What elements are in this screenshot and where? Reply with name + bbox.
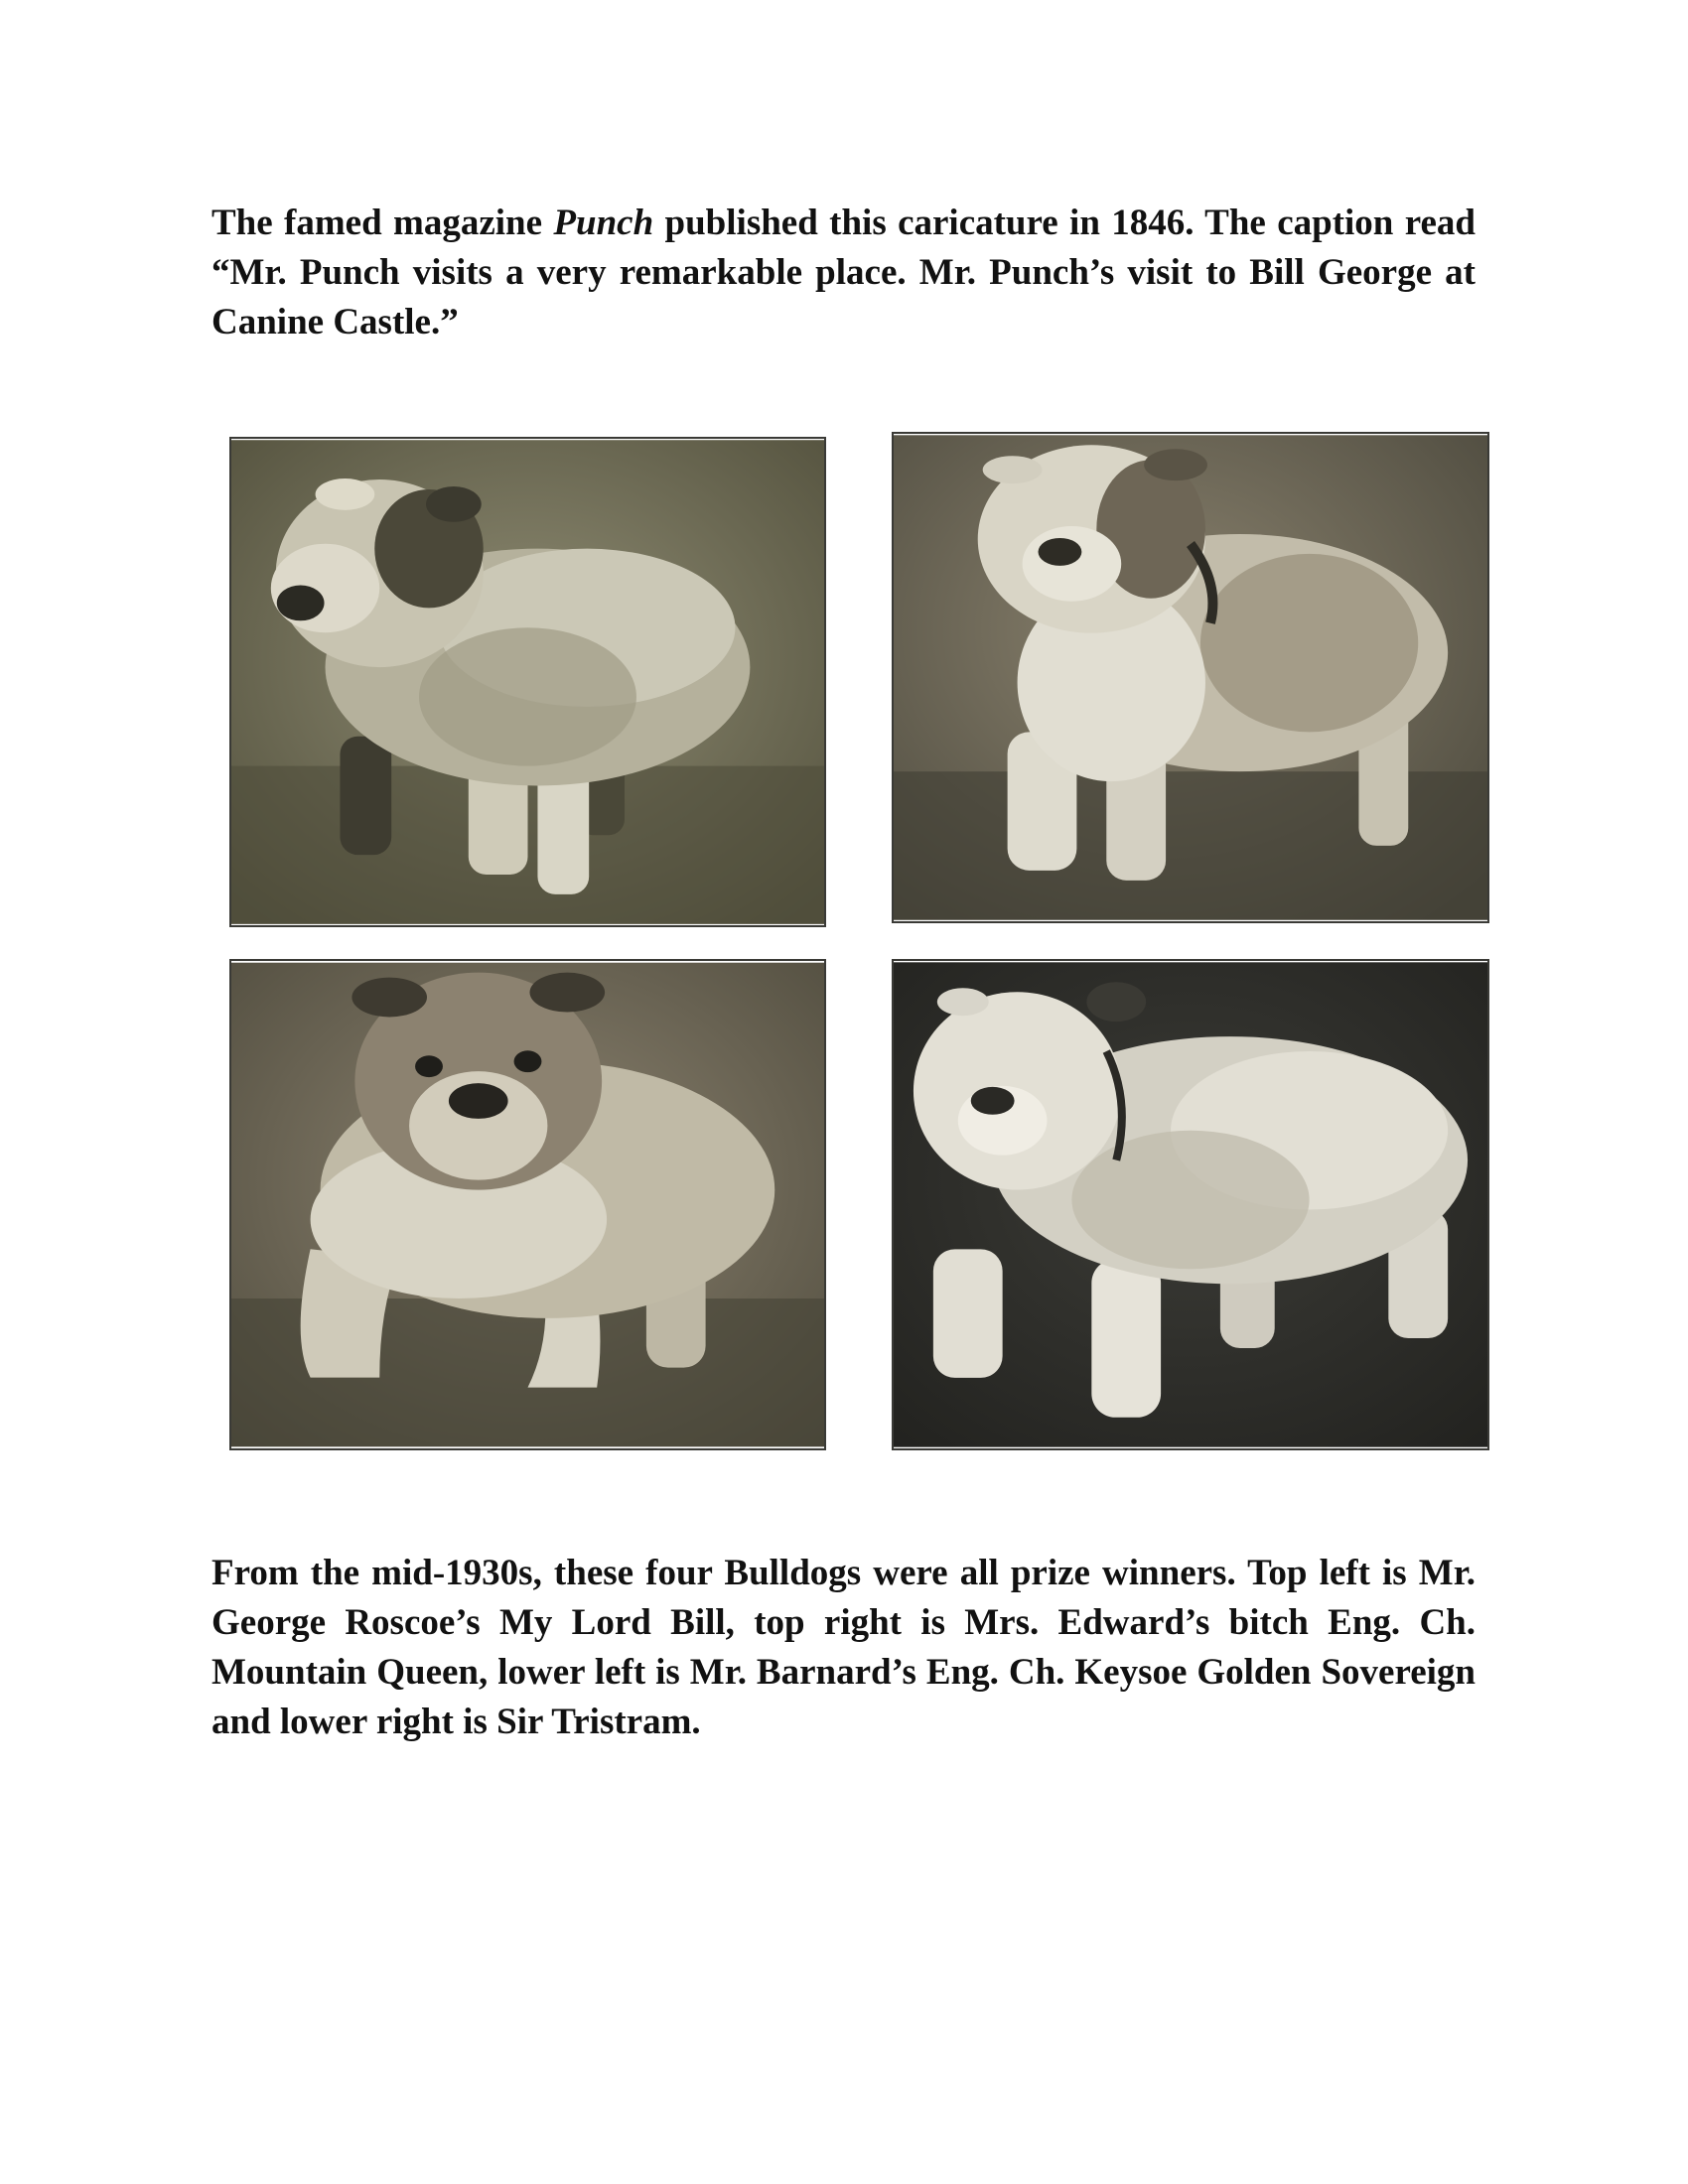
bulldog-photo-icon: [894, 434, 1487, 921]
caption-top-part2: published this caricature in 1846. The caption read “Mr. Punch visits a very remarkable place. Mr. Punch’s visit to Bill George at Canine Castle.”: [211, 203, 1476, 342]
caption-top-part1: The famed magazine: [211, 203, 554, 243]
photo-bottom-right: [892, 959, 1489, 1450]
photo-top-right: [892, 432, 1489, 923]
magazine-title: Punch: [553, 203, 654, 243]
bulldog-photo-icon: [231, 961, 824, 1448]
bulldog-photo-icon: [231, 439, 824, 925]
caption-bottom: From the mid-1930s, these four Bulldogs were all prize winners. Top left is Mr. George Roscoe’s My Lord Bill, top right is Mrs. Edward’s bitch Eng. Ch. Mountain Queen, lower left is Mr. Barnard’s Eng. Ch. Keysoe Golden Sovereign and lower right is Sir Tristram.: [211, 1553, 1476, 1742]
photo-bottom-left: [229, 959, 826, 1450]
photo-top-left: [229, 437, 826, 927]
bulldog-photo-icon: [894, 961, 1487, 1448]
caption-top: [211, 199, 1476, 347]
